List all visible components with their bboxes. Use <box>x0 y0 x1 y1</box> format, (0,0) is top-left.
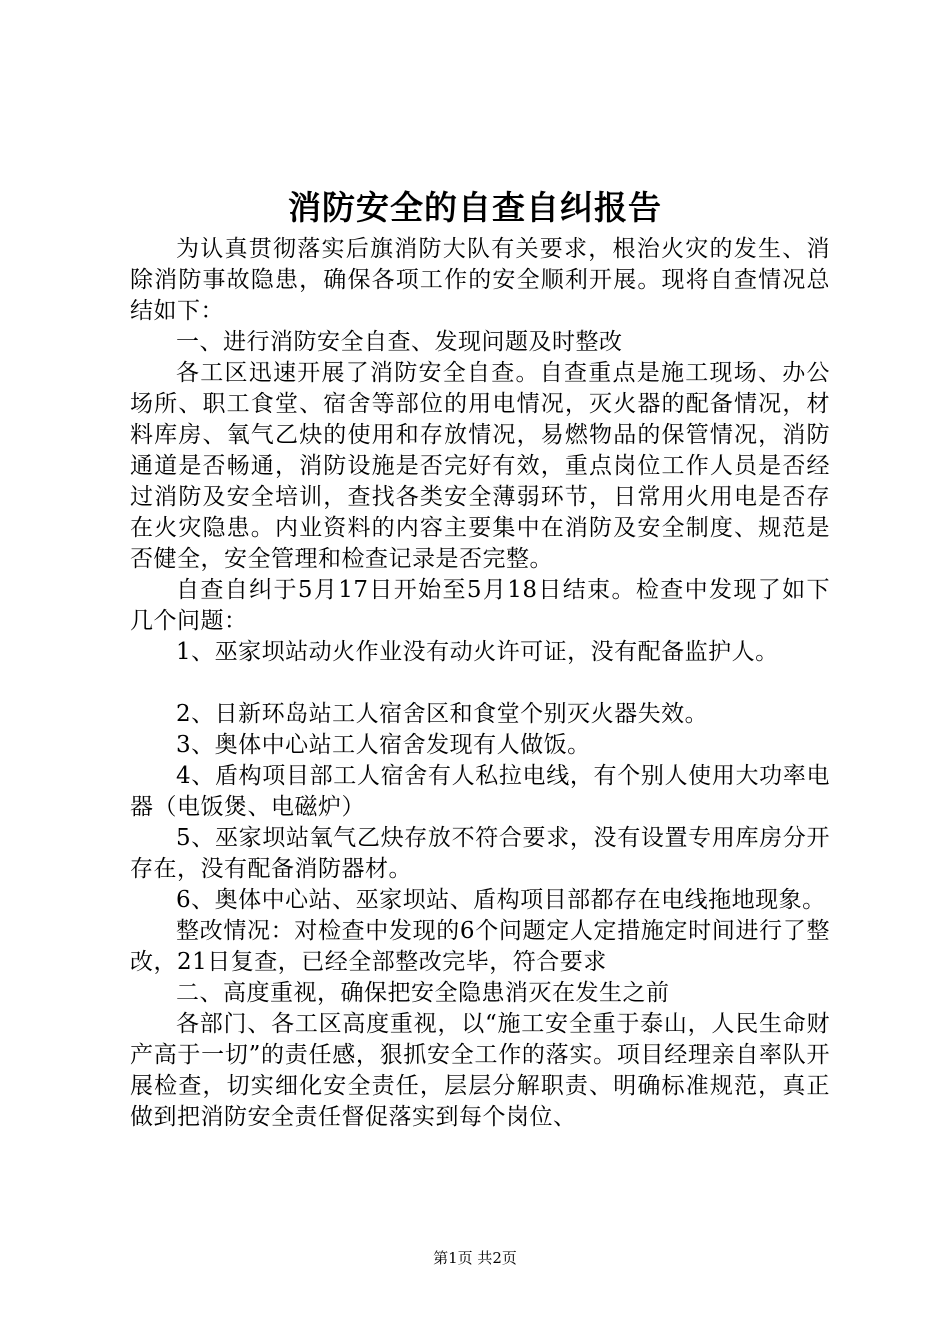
issue-item-5: 5、巫家坝站氧气乙炔存放不符合要求，没有设置专用库房分开存在，没有配备消防器材。 <box>130 825 830 882</box>
document-title: 消防安全的自查自纠报告 <box>288 188 662 227</box>
section-heading-1: 一、进行消防安全自查、发现问题及时整改 <box>176 329 623 355</box>
issue-item-6: 6、奥体中心站、巫家坝站、盾构项目部都存在电线拖地现象。 <box>176 887 826 913</box>
issue-item-4: 4、盾构项目部工人宿舍有人私拉电线，有个别人使用大功率电器（电饭煲、电磁炉） <box>130 763 830 820</box>
page-footer: 第1页 共2页 <box>433 1249 517 1267</box>
paragraph-self-check: 各工区迅速开展了消防安全自查。自查重点是施工现场、办公场所、职工食堂、宿舍等部位的用电情况，灭火器的配备情况，材料库房、氧气乙炔的使用和存放情况，易燃物品的保管情况，消防通道是否畅通，消防设施是否完好有效，重点岗位工作人员是否经过消防及安全培训，查找各类安全薄弱环节，日常用火用电是否存在火灾隐患。内业资料的内容主要集中在消防及安全制度、规范是否健全，安全管理和检查记录是否完整。 <box>130 360 830 572</box>
paragraph-attention: 各部门、各工区高度重视，以“施工安全重于泰山，人民生命财产高于一切”的责任感，狠抓安全工作的落实。项目经理亲自率队开展检查，切实细化安全责任，层层分解职责、明确标准规范，真正做到把消防安全责任督促落实到每个岗位、 <box>130 1011 830 1130</box>
section-heading-2: 二、高度重视，确保把安全隐患消灭在发生之前 <box>176 980 670 1006</box>
issue-item-3: 3、奥体中心站工人宿舍发现有人做饭。 <box>176 732 591 758</box>
issue-item-1: 1、巫家坝站动火作业没有动火许可证，没有配备监护人。 <box>176 639 779 665</box>
paragraph-intro: 为认真贯彻落实后旗消防大队有关要求，根治火灾的发生、消除消防事故隐患，确保各项工作的安全顺利开展。现将自查情况总结如下： <box>130 236 830 324</box>
paragraph-rectification: 整改情况：对检查中发现的6个问题定人定措施定时间进行了整改，21日复查，已经全部整改完毕，符合要求 <box>130 918 830 975</box>
paragraph-check-period: 自查自纠于5月17日开始至5月18日结束。检查中发现了如下几个问题： <box>130 577 830 634</box>
issue-item-2: 2、日新环岛站工人宿舍区和食堂个别灭火器失效。 <box>176 701 709 727</box>
document-body <box>130 234 830 1133</box>
